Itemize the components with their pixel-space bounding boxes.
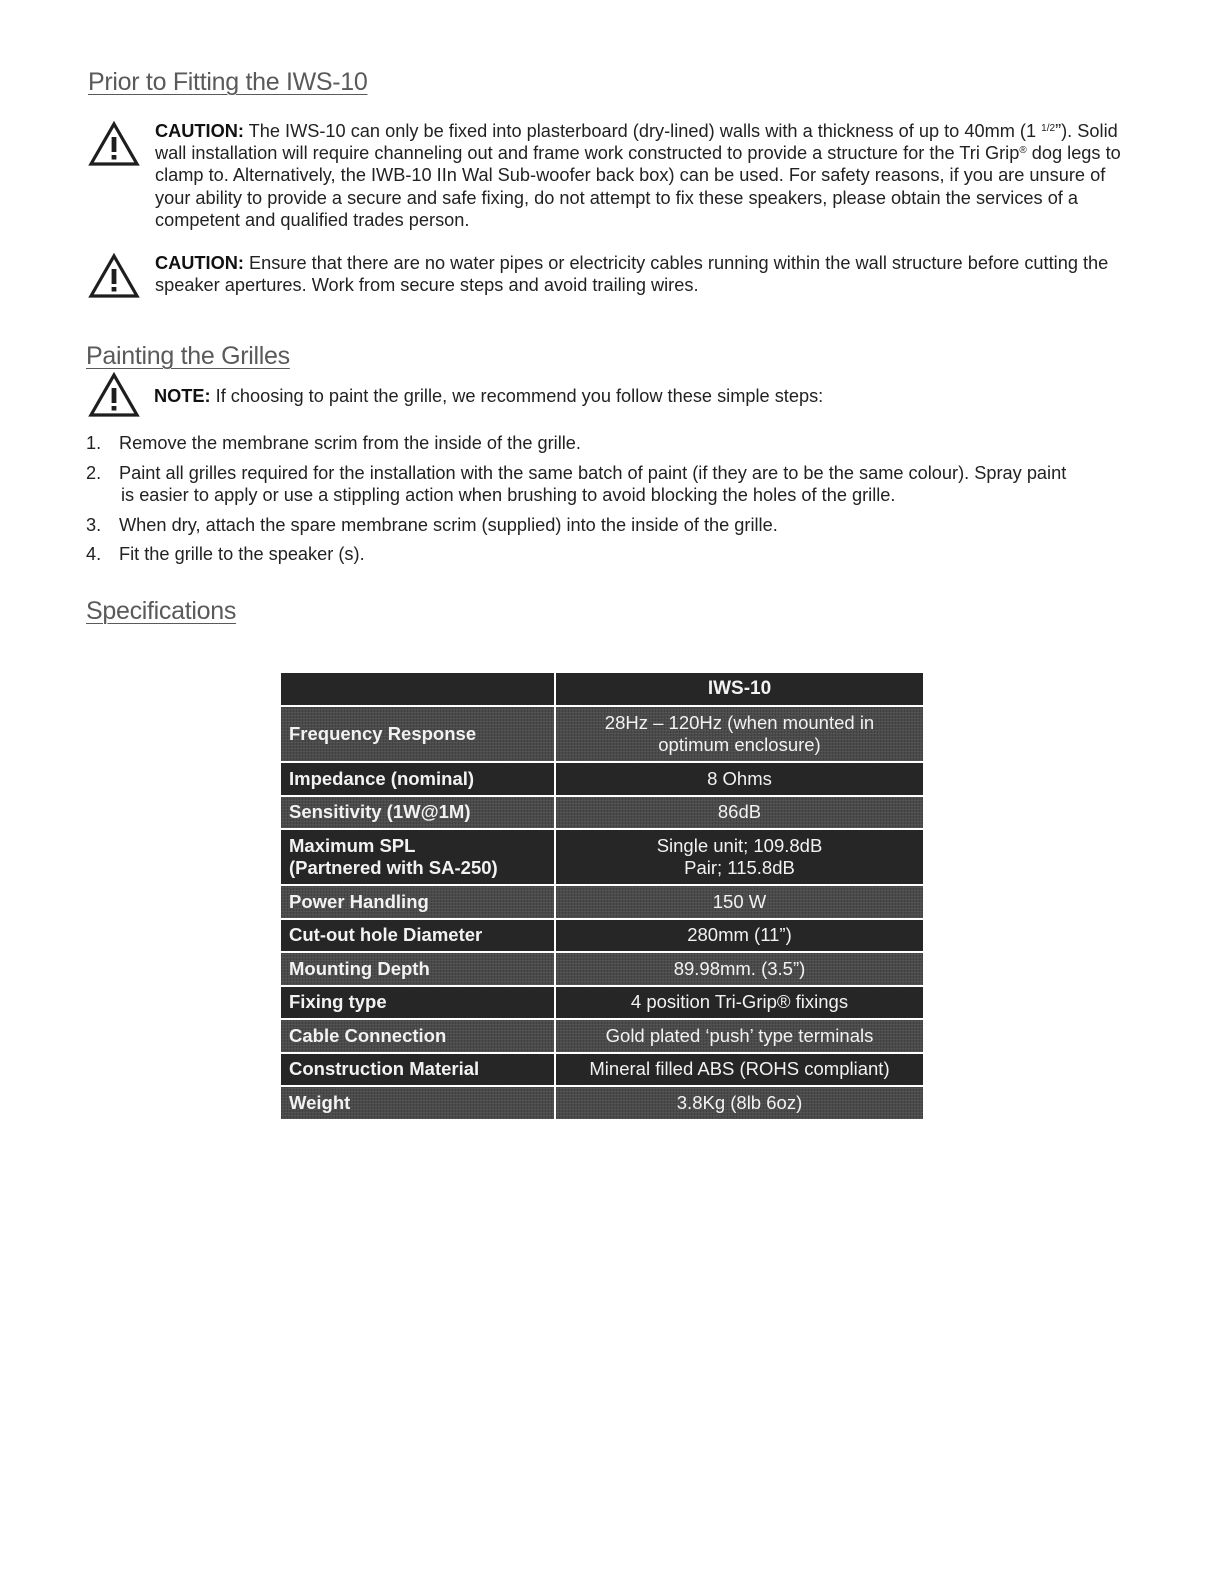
spec-label: Cut-out hole Diameter [280, 919, 555, 953]
spec-label-line: Maximum SPL [289, 835, 416, 856]
caution-block-fixing [88, 120, 1128, 232]
table-row [280, 885, 924, 919]
header-cell-model: IWS-10 [555, 672, 924, 706]
list-item [86, 543, 1126, 565]
spec-value: 89.98mm. (3.5”) [555, 952, 924, 986]
section-title-prior-fitting: Prior to Fitting the IWS-10 [88, 68, 368, 96]
spec-value: Mineral filled ABS (ROHS compliant) [555, 1053, 924, 1087]
step-text-continued: is easier to apply or use a stippling action when brushing to avoid blocking the holes of the grille. [121, 484, 896, 505]
table-row [280, 829, 924, 885]
step-number: 1. [86, 433, 102, 453]
spec-value-line: 28Hz – 120Hz (when mounted in [604, 712, 875, 733]
table-header-row [280, 672, 924, 706]
note-body: If choosing to paint the grille, we recommend you follow these simple steps: [210, 386, 824, 406]
spec-label: Construction Material [280, 1053, 555, 1087]
warning-triangle-icon [88, 252, 140, 300]
spec-label: Impedance (nominal) [280, 762, 555, 796]
caution-body-b: ”). Solid wall installation will require channeling out and frame work constructed to provide a structure for the Tri Grip [155, 121, 1118, 164]
specifications-table [279, 671, 925, 1121]
list-item [86, 514, 1126, 536]
step-number: 2. [86, 462, 102, 483]
table-row [280, 1053, 924, 1087]
step-text: Paint all grilles required for the installation with the same batch of paint (if they are to be the same colour). Spray paint [119, 462, 1067, 483]
spec-label: Mounting Depth [280, 952, 555, 986]
spec-value: 3.8Kg (8lb 6oz) [555, 1086, 924, 1120]
spec-value-line: optimum enclosure) [658, 734, 821, 755]
warning-triangle-icon [88, 120, 140, 168]
step-text: Remove the membrane scrim from the inside of the grille. [119, 433, 581, 453]
spec-label: Weight [280, 1086, 555, 1120]
table-row [280, 1019, 924, 1053]
spec-label [280, 829, 555, 885]
step-number: 3. [86, 514, 102, 535]
caution-body-a: The IWS-10 can only be fixed into plasterboard (dry-lined) walls with a thickness of up to 40mm (1 [243, 121, 1042, 141]
caution-label: CAUTION: [155, 121, 244, 141]
note-block [88, 371, 1128, 419]
warning-triangle-icon [88, 371, 140, 419]
spec-label-line: (Partnered with SA-250) [289, 857, 498, 878]
table-row [280, 986, 924, 1020]
spec-label: Fixing type [280, 986, 555, 1020]
table-row [280, 706, 924, 762]
spec-value: 8 Ohms [555, 762, 924, 796]
step-number: 4. [86, 544, 102, 565]
note-text [154, 385, 1128, 407]
spec-label: Frequency Response [280, 706, 555, 762]
table-row [280, 1086, 924, 1120]
caution-text-fixing [155, 120, 1128, 231]
list-item [86, 462, 1126, 506]
caution-label: CAUTION: [155, 253, 244, 273]
spec-label: Cable Connection [280, 1019, 555, 1053]
caution-body-c: dog legs to clamp to. Alternatively, the IWB-10 IIn Wal Sub-woofer back box) can be used. For safety reasons, if you are unsure of your ability to provide a secure and safe fixing, do not attempt to fix these speakers, please obtain the services of a competent and qualified trades person. [155, 143, 1121, 230]
registered-mark: ® [1019, 145, 1027, 157]
caution-text-cables [155, 252, 1128, 296]
table-row [280, 796, 924, 830]
caution-body: Ensure that there are no water pipes or electricity cables running within the wall structure before cutting the speaker apertures. Work from secure steps and avoid trailing wires. [155, 253, 1109, 296]
painting-steps-list [86, 432, 1126, 573]
spec-value: 86dB [555, 796, 924, 830]
spec-value: Gold plated ‘push’ type terminals [555, 1019, 924, 1053]
step-text: When dry, attach the spare membrane scrim (supplied) into the inside of the grille. [119, 514, 778, 535]
spec-value-line: Pair; 115.8dB [684, 857, 795, 878]
step-text: Fit the grille to the speaker (s). [119, 544, 365, 565]
caution-block-cables [88, 252, 1128, 300]
spec-label: Power Handling [280, 885, 555, 919]
spec-value [555, 829, 924, 885]
spec-value [555, 706, 924, 762]
table-row [280, 762, 924, 796]
section-title-specifications: Specifications [86, 597, 237, 625]
header-cell-empty [280, 672, 555, 706]
section-title-painting: Painting the Grilles [86, 342, 290, 370]
table-row [280, 919, 924, 953]
spec-value: 150 W [555, 885, 924, 919]
fraction-sup: 1/2 [1041, 123, 1056, 134]
spec-value-line: Single unit; 109.8dB [656, 835, 823, 856]
table-row [280, 952, 924, 986]
note-label: NOTE: [154, 386, 211, 406]
spec-value: 280mm (11”) [555, 919, 924, 953]
list-item [86, 432, 1126, 454]
spec-label: Sensitivity (1W@1M) [280, 796, 555, 830]
spec-value: 4 position Tri-Grip® fixings [555, 986, 924, 1020]
